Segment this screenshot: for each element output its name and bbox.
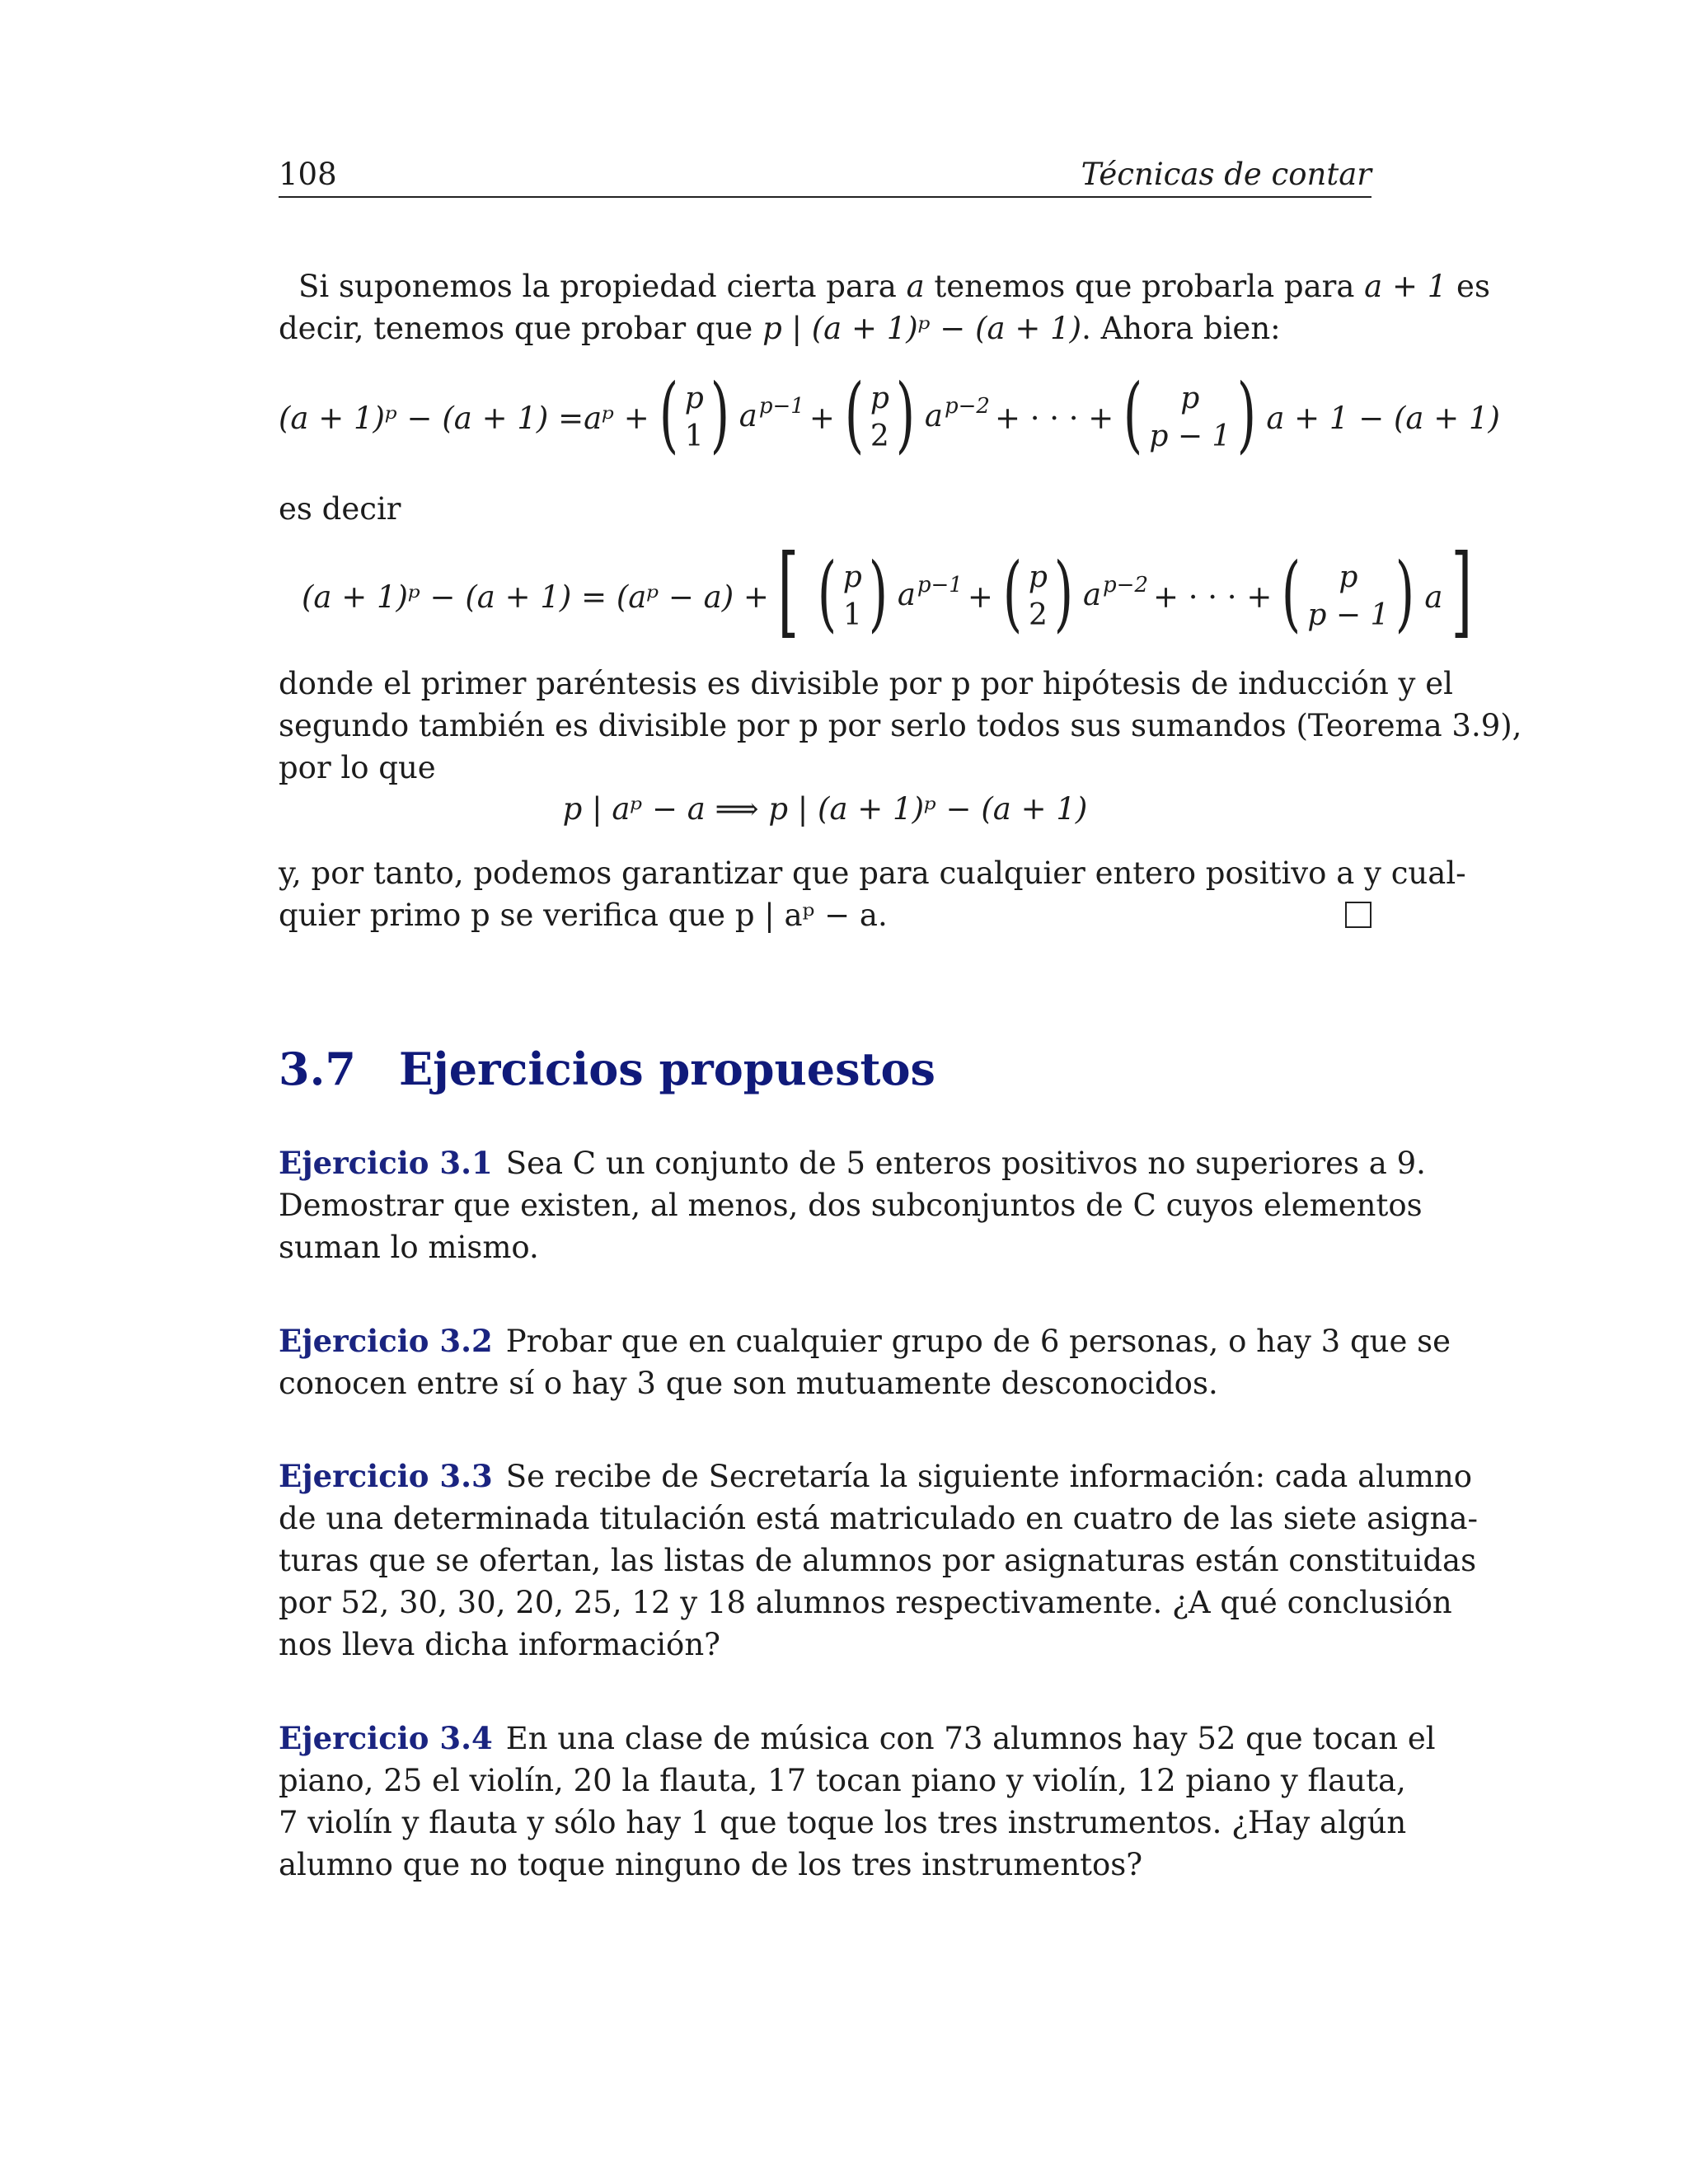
exercise-3-1: Ejercicio 3.1 Sea C un conjunto de 5 enteros positivos no superiores a 9. Demostrar que existen, al menos, dos subconjuntos de C cuyos elementos suman lo mismo. bbox=[279, 1145, 1426, 1265]
exercise-3-2: Ejercicio 3.2 Probar que en cualquier grupo de 6 personas, o hay 3 que se conocen entre sí o hay 3 que son mutuamente desconocidos. bbox=[279, 1323, 1451, 1401]
text-line: y, por tanto, podemos garantizar que para cualquier entero positivo a y cual- bbox=[279, 855, 1466, 891]
qed-square bbox=[1345, 902, 1372, 928]
section-heading bbox=[279, 1040, 935, 1098]
text-line: por lo que bbox=[279, 750, 436, 785]
exercise-3-3: Ejercicio 3.3 Se recibe de Secretaría la siguiente información: cada alumno de una determinada titulación está matriculado en cuatro de las siete asigna- turas que se ofertan, las listas de alumnos por asignaturas están constituidas por 52, 30, 30, 20, 25, 12 y 18 alumnos respectivamente. ¿A qué conclusión nos lleva dicha información? bbox=[279, 1458, 1479, 1662]
equation-grouped: (a + 1)ᵖ − (a + 1) = (aᵖ − a) + [ ( p 1 ) $a^{p-1}$ + ( p 2 ) $a^{p-2}$ + · · · + ( p p − 1 ) a ] bbox=[302, 534, 1473, 649]
running-title: Técnicas de contar bbox=[1081, 157, 1372, 192]
implication-formula: p | aᵖ − a ⟹ p | (a + 1)ᵖ − (a + 1) bbox=[562, 791, 1088, 827]
section-number: 3.7 bbox=[279, 1043, 356, 1095]
running-header bbox=[279, 153, 1372, 198]
exercise-3-4: Ejercicio 3.4 En una clase de música con 73 alumnos hay 52 que tocan el piano, 25 el violín, 20 la flauta, 17 tocan piano y violín, 12 piano y flauta, 7 violín y flauta y sólo hay 1 que toque los tres instrumentos. ¿Hay algún alumno que no toque ninguno de los tres instrumentos? bbox=[279, 1720, 1436, 1882]
exercise-label: Ejercicio 3.4 bbox=[279, 1720, 493, 1756]
page bbox=[279, 0, 1522, 2184]
es-decir: es decir bbox=[279, 491, 401, 527]
text-line: decir, tenemos que probar que p | (a + 1)ᵖ − (a + 1). Ahora bien: bbox=[279, 311, 1281, 346]
text-line: segundo también es divisible por p por serlo todos sus sumandos (Teorema 3.9), bbox=[279, 708, 1522, 743]
text-line: donde el primer paréntesis es divisible por p por hipótesis de inducción y el bbox=[279, 666, 1453, 701]
page-number: 108 bbox=[279, 157, 337, 192]
text-line: quier primo p se verifica que p | aᵖ − a. bbox=[279, 898, 888, 933]
proof-paragraph-2 bbox=[279, 663, 1522, 789]
binomial-p-pm1: ( p p − 1 ) bbox=[1123, 366, 1257, 462]
exercise-label: Ejercicio 3.2 bbox=[279, 1323, 493, 1359]
text-line: Si suponemos la propiedad cierta para a tenemos que probarla para a + 1 es bbox=[298, 269, 1490, 304]
proof-paragraph-3 bbox=[279, 852, 1466, 936]
exercise-label: Ejercicio 3.3 bbox=[279, 1458, 493, 1494]
equation-expansion: (a + 1)ᵖ − (a + 1) = aᵖ + ( p 1 ) $a^{p-1}$ + ( p 2 ) $a^{p-2}$ + · · · + ( p p − 1 ) a + 1 − (a + 1) bbox=[279, 366, 1500, 462]
section-title: Ejercicios propuestos bbox=[399, 1043, 935, 1095]
binomial-p-1: ( p 1 ) bbox=[659, 366, 729, 462]
binomial-p-2: ( p 2 ) bbox=[844, 366, 916, 462]
proof-paragraph-1 bbox=[279, 265, 1490, 349]
exercise-label: Ejercicio 3.1 bbox=[279, 1145, 493, 1181]
